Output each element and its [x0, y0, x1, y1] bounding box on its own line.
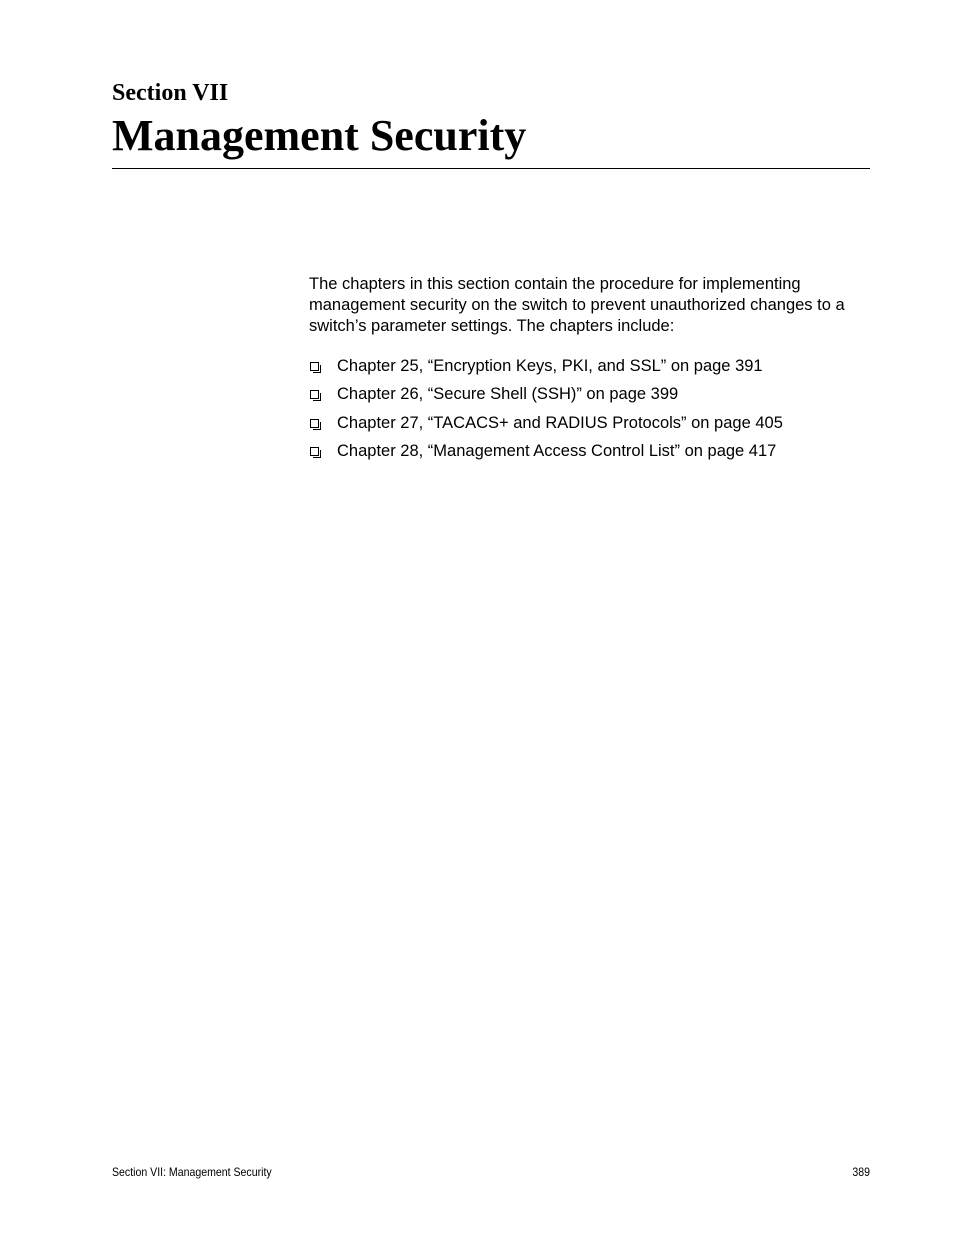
title-divider [112, 168, 870, 169]
list-item [309, 381, 783, 410]
intro-paragraph: The chapters in this section contain the procedure for implementing management security on the switch to prevent unauthorized changes to a switch’s parameter settings. The chapters include: [309, 275, 845, 335]
chapter-link[interactable]: Chapter 28, “Management Access Control List” on page 417 [337, 442, 777, 461]
chapter-link[interactable]: Chapter 25, “Encryption Keys, PKI, and SSL” on page 391 [337, 356, 763, 375]
checkbox-bullet-icon [310, 419, 319, 428]
chapter-list [309, 352, 783, 466]
page-title: Management Security [112, 111, 527, 160]
list-item [309, 352, 783, 381]
chapter-link[interactable]: Chapter 27, “TACACS+ and RADIUS Protocols” on page 405 [337, 413, 783, 432]
checkbox-bullet-icon [310, 390, 319, 399]
footer-section-title: Section VII: Management Security [112, 1165, 272, 1179]
checkbox-bullet-icon [310, 362, 319, 371]
list-item [309, 409, 783, 438]
footer-page-number: 389 [852, 1165, 870, 1179]
checkbox-bullet-icon [310, 447, 319, 456]
section-label: Section VII [112, 80, 229, 106]
chapter-link[interactable]: Chapter 26, “Secure Shell (SSH)” on page 399 [337, 385, 679, 404]
list-item [309, 438, 783, 467]
